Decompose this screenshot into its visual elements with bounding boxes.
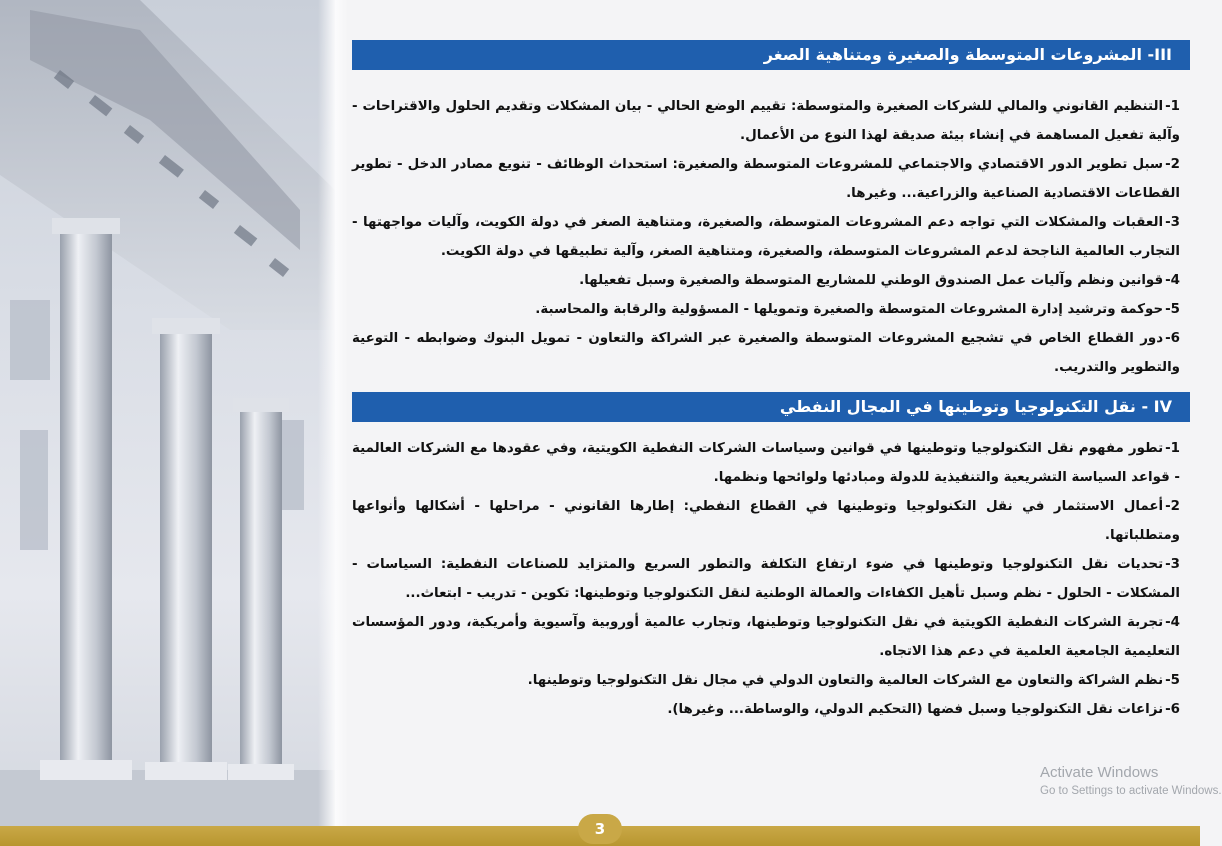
item-number: 3- — [1165, 215, 1180, 230]
item-number: 3- — [1165, 557, 1180, 572]
list-item — [352, 295, 1180, 324]
section-heading-iv: IV - نقل التكنولوجيا وتوطينها في المجال النفطي — [352, 392, 1190, 422]
item-text: سبل تطوير الدور الاقتصادي والاجتماعي للمشروعات المتوسطة والصغيرة: استحداث الوظائف - تنويع مصادر الدخل - تطوير القطاعات الاقتصادية الصناعية والزراعية... وغيرها. — [352, 157, 1180, 201]
item-text: قوانين ونظم وآليات عمل الصندوق الوطني للمشاريع المتوسطة والصغيرة وسبل تفعيلها. — [579, 273, 1164, 288]
item-number: 6- — [1165, 702, 1180, 717]
item-number: 6- — [1165, 331, 1180, 346]
activation-watermark — [1040, 764, 1222, 797]
section-heading-iii: III- المشروعات المتوسطة والصغيرة ومتناهية الصغر — [352, 40, 1190, 70]
list-item — [352, 666, 1180, 695]
item-text: تحديات نقل التكنولوجيا وتوطينها في ضوء ارتفاع التكلفة والتطور السريع والمتزايد للصناعات النفطية: السياسات - المشكلات - الحلول - نظم وسبل تأهيل الكفاءات والعمالة الوطنية لنقل التكنولوجيا وتوطينها: تكوين - تدريب - ابتعاث... — [352, 557, 1180, 601]
section-iii-list — [352, 92, 1190, 382]
item-text: تطور مفهوم نقل التكنولوجيا وتوطينها في قوانين وسياسات الشركات النفطية الكويتية، وفي عقودها مع الشركات العالمية - قواعد السياسة التشريعية والتنفيذية للدولة ومبادئها ولوائحها ونظمها. — [352, 441, 1180, 485]
item-number: 4- — [1165, 273, 1180, 288]
main-content — [352, 40, 1190, 724]
item-text: التنظيم القانوني والمالي للشركات الصغيرة والمتوسطة: تقييم الوضع الحالي - بيان المشكلات وتقديم الحلول والاقتراحات - وآلية تفعيل المساهمة في إنشاء بيئة صديقة لهذا النوع من الأعمال. — [352, 99, 1180, 143]
section-iv-list — [352, 434, 1190, 724]
item-text: تجربة الشركات النفطية الكويتية في نقل التكنولوجيا وتوطينها، وتجارب عالمية أوروبية وآسيوية وأمريكية، ودور المؤسسات التعليمية الجامعية العلمية في دعم هذا الاتجاه. — [352, 615, 1180, 659]
list-item — [352, 324, 1180, 382]
item-text: العقبات والمشكلات التي تواجه دعم المشروعات المتوسطة، والصغيرة، ومتناهية الصغر في دولة الكويت، وآليات مواجهتها - التجارب العالمية الناجحة لدعم المشروعات المتوسطة، والصغيرة، ومتناهية الصغر، وآلية تطبيقها في دولة الكويت. — [352, 215, 1180, 259]
list-item — [352, 550, 1180, 608]
item-text: نظم الشراكة والتعاون مع الشركات العالمية والتعاون الدولي في مجال نقل التكنولوجيا وتوطينها. — [527, 673, 1164, 688]
watermark-title: Activate Windows — [1040, 764, 1159, 781]
item-number: 5- — [1165, 673, 1180, 688]
item-number: 1- — [1165, 99, 1180, 114]
list-item — [352, 608, 1180, 666]
list-item — [352, 150, 1180, 208]
item-number: 2- — [1165, 499, 1180, 514]
list-item — [352, 208, 1180, 266]
list-item — [352, 434, 1180, 492]
watermark-subtitle: Go to Settings to activate Windows. — [1040, 785, 1222, 797]
item-text: نزاعات نقل التكنولوجيا وسبل فضها (التحكيم الدولي، والوساطة... وغيرها). — [667, 702, 1164, 717]
item-number: 4- — [1165, 615, 1180, 630]
item-number: 5- — [1165, 302, 1180, 317]
building-photo — [0, 0, 335, 846]
item-text: أعمال الاستثمار في نقل التكنولوجيا وتوطينها في القطاع النفطي: إطارها القانوني - مراحلها - أشكالها وأنواعها ومتطلباتها. — [352, 499, 1180, 543]
photo-fade-edge — [318, 0, 348, 846]
item-number: 1- — [1165, 441, 1180, 456]
list-item — [352, 492, 1180, 550]
item-text: حوكمة وترشيد إدارة المشروعات المتوسطة والصغيرة وتمويلها - المسؤولية والرقابة والمحاسبة. — [535, 302, 1164, 317]
list-item — [352, 695, 1180, 724]
page-number: 3 — [578, 814, 622, 844]
list-item — [352, 92, 1180, 150]
list-item — [352, 266, 1180, 295]
item-number: 2- — [1165, 157, 1180, 172]
item-text: دور القطاع الخاص في تشجيع المشروعات المتوسطة والصغيرة عبر الشراكة والتعاون - تمويل البنوك وضوابطه - التوعية والتطوير والتدريب. — [352, 331, 1180, 375]
